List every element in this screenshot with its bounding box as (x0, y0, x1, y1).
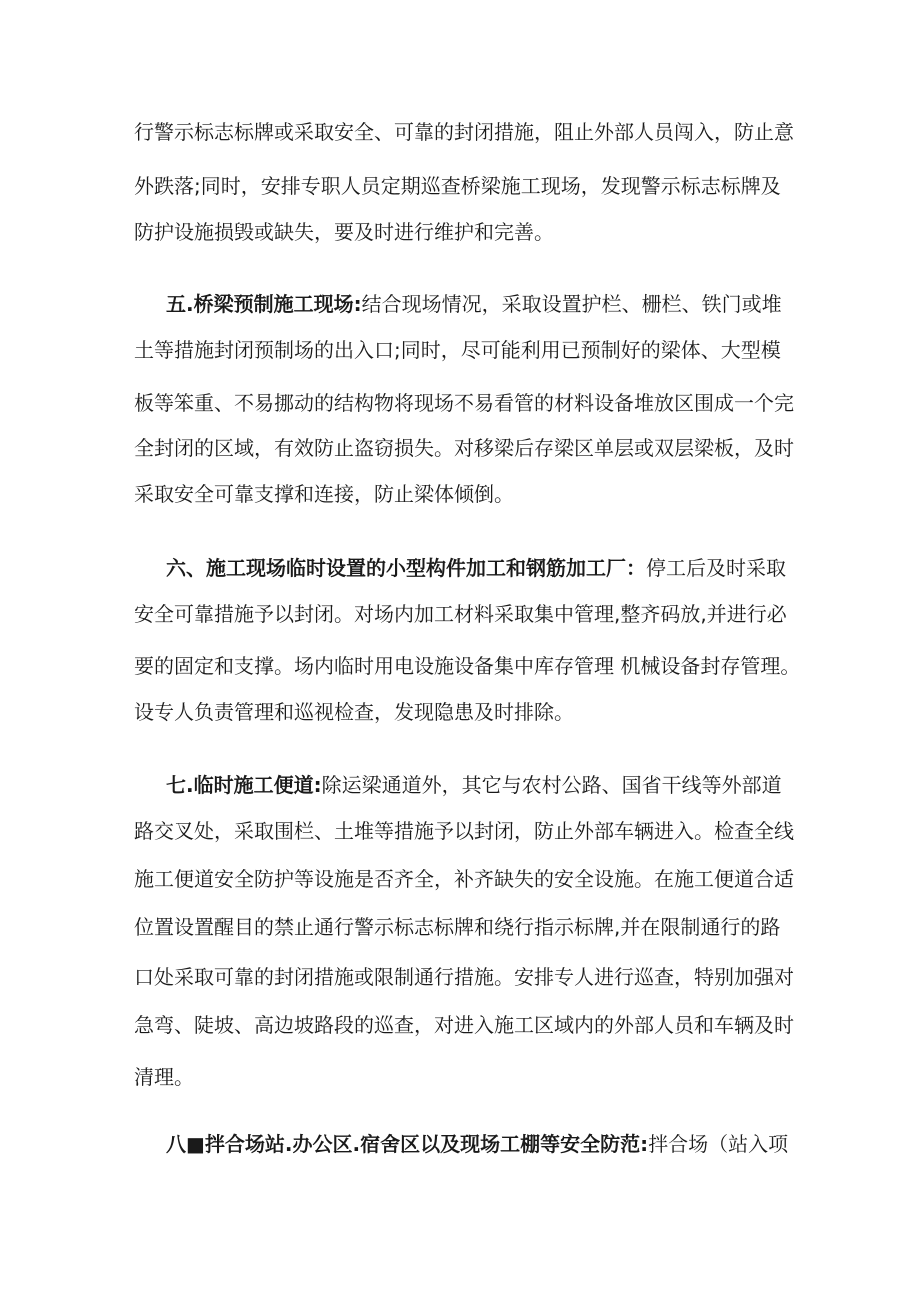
paragraph-5-line-1 (166, 290, 782, 318)
paragraph-5-line-4: 全封闭的区域，有效防止盗窃损失。对移梁后存梁区单层或双层梁板，及时 (134, 436, 794, 460)
paragraph-7-line-1 (166, 771, 782, 799)
paragraph-8-line-1 (166, 1130, 788, 1158)
paragraph-7-line-2: 路交叉处，采取围栏、土堆等措施予以封闭，防止外部车辆进入。检查全线 (134, 819, 794, 843)
paragraph-7-line-7: 清理。 (134, 1065, 194, 1089)
paragraph-7-line-3: 施工便道安全防护等设施是否齐全，补齐缺失的安全设施。在施工便道合适 (134, 867, 794, 891)
section-heading-7: 七.临时施工便道: (166, 773, 322, 797)
paragraph-1-line-1: 行警示标志标牌或采取安全、可靠的封闭措施，阻止外部人员闯入，防止意 (134, 120, 794, 144)
paragraph-5-line-2: 土等措施封闭预制场的出入口;同时，尽可能利用已预制好的梁体、大型模 (134, 338, 781, 362)
paragraph-5-line-3: 板等笨重、不易挪动的结构物将现场不易看管的材料设备堆放区围成一个完 (134, 391, 794, 415)
section-heading-6: 六、施工现场临时设置的小型构件加工和钢筋加工厂： (166, 556, 646, 580)
paragraph-6-first-line-text: 停工后及时采取 (646, 556, 786, 580)
paragraph-8-first-line-text: 拌合场（站入项 (648, 1132, 789, 1156)
paragraph-7-line-5: 口处采取可靠的封闭措施或限制通行措施。安排专人进行巡查，特别加强对 (134, 965, 794, 989)
paragraph-5-first-line-text: 结合现场情况，采取设置护栏、栅栏、铁门或堆 (361, 292, 782, 316)
paragraph-7-line-6: 急弯、陡坡、高边坡路段的巡查，对进入施工区域内的外部人员和车辆及时 (134, 1013, 794, 1037)
paragraph-6-line-3: 要的固定和支撑。场内临时用电设施设备集中库存管理 机械设备封存管理。 (134, 654, 801, 678)
section-heading-5: 五.桥梁预制施工现场: (166, 292, 362, 316)
paragraph-5-line-5: 采取安全可靠支撑和连接，防止梁体倾倒。 (134, 482, 514, 506)
paragraph-1-line-3: 防护设施损毁或缺失，要及时进行维护和完善。 (134, 220, 554, 244)
paragraph-6-line-1 (166, 554, 786, 582)
paragraph-7-line-4: 位置设置醒目的禁止通行警示标志标牌和绕行指示标牌,并在限制通行的路 (134, 915, 781, 939)
paragraph-6-line-2: 安全可靠措施予以封闭。对场内加工材料采取集中管理,整齐码放,并进行必 (134, 602, 787, 626)
paragraph-6-line-4: 设专人负责管理和巡视检查，发现隐患及时排除。 (134, 700, 574, 724)
paragraph-7-first-line-text: 除运梁通道外，其它与农村公路、国省干线等外部道 (321, 773, 782, 797)
section-heading-8: 八■拌合场站.办公区.宿舍区以及现场工棚等安全防范: (166, 1132, 649, 1156)
paragraph-1-line-2: 外跌落;同时，安排专职人员定期巡查桥梁施工现场，发现警示标志标牌及 (134, 174, 781, 198)
